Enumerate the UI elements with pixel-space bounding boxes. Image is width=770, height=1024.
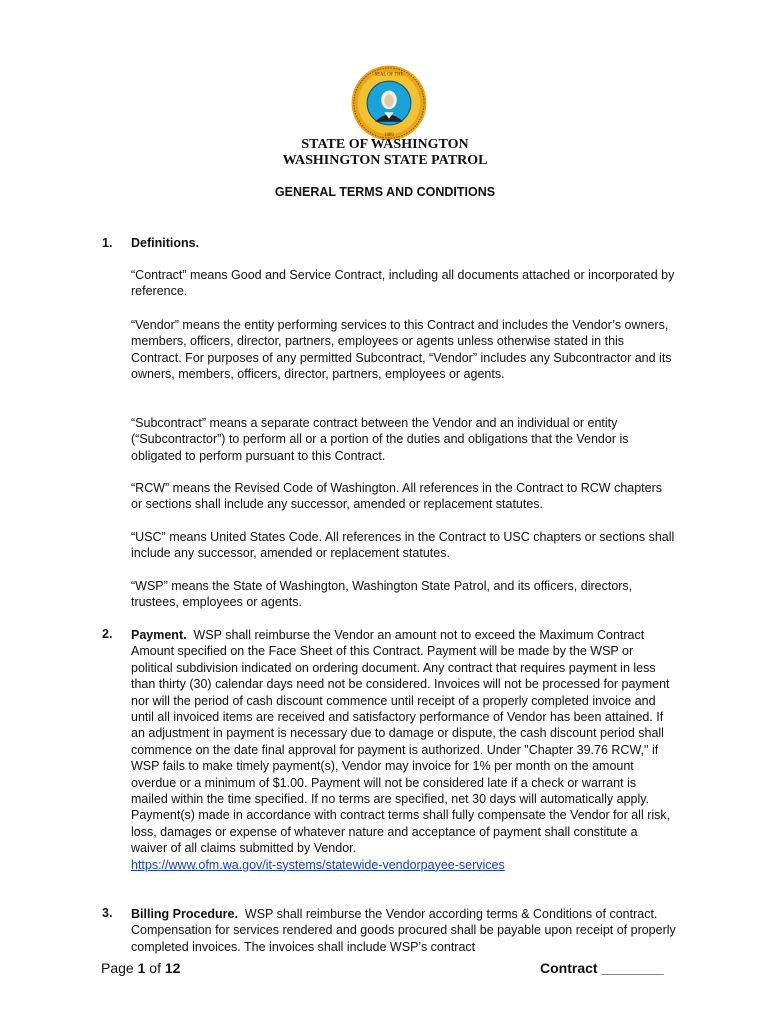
definition-usc: “USC” means United States Code. All references in the Contract to USC chapters or sections shall include any successor, amended or replacement statutes.	[131, 530, 675, 561]
section-number: 3.	[102, 906, 113, 920]
vendor-payee-link[interactable]: https://www.ofm.wa.gov/it-systems/statewide-vendorpayee-services	[131, 857, 505, 872]
payment-body: WSP shall reimburse the Vendor an amount not to exceed the Maximum Contract Amount specified on the Face Sheet of this Contract. Payment will be made by the WSP or political subdivision indicated on ordering document. Any contract that requires payment in less than thirty (30) calendar days need not be considered. Invoices will not be processed for payment nor will the period of cash discount commence until receipt of a properly completed invoice and until all invoiced items are received and satisfactory performance of Vendor has been attained. If an adjustment in payment is necessary due to damage or dispute, the cash discount period shall commence on the date final approval for payment is authorized. Under "Chapter 39.76 RCW," if WSP fails to make timely payment(s), Vendor may invoice for 1% per month on the amount overdue or a minimum of $1.00. Payment will not be considered late if a check or warrant is mailed within the time specified. If no terms are specified, net 30 days will automatically apply. Payment(s) made in accordance with contract terms shall fully compensate the Vendor for all risk, loss, damages or expense of whatever nature and acceptance of payment shall constitute a waiver of all claims submitted by Vendor.	[131, 628, 671, 856]
definition-wsp: “WSP” means the State of Washington, Washington State Patrol, and its officers, directors, trustees, employees or agents.	[131, 579, 633, 610]
state-heading: STATE OF WASHINGTON	[301, 137, 469, 152]
agency-heading: WASHINGTON STATE PATROL	[282, 153, 488, 168]
page-current: 1	[137, 960, 146, 976]
billing-paragraph	[131, 906, 676, 955]
page-of: of	[149, 960, 161, 976]
section-heading: Definitions.	[131, 236, 200, 250]
section-heading: Billing Procedure.	[131, 907, 238, 921]
svg-text:SEAL OF THE: SEAL OF THE	[374, 72, 404, 78]
section-number: 1.	[102, 236, 113, 250]
definition-rcw: “RCW” means the Revised Code of Washington. All references in the Contract to RCW chapters or sections shall include any successor, amended or replacement statutes.	[131, 481, 663, 512]
page-total: 12	[164, 960, 181, 976]
billing-body: WSP shall reimburse the Vendor according terms & Conditions of contract. Compensation for services rendered and goods procured shall be payable upon receipt of properly completed invoices. The invoices shall include WSP’s contract	[131, 907, 676, 954]
document-title: GENERAL TERMS AND CONDITIONS	[274, 185, 496, 199]
definition-contract: “Contract” means Good and Service Contract, including all documents attached or incorporated by reference.	[131, 268, 675, 299]
page-number	[101, 960, 180, 976]
payment-paragraph	[131, 627, 676, 873]
definition-subcontract: “Subcontract” means a separate contract between the Vendor and an individual or entity (“Subcontractor”) to perform all or a portion of the duties and obligations that the Vendor is obligated to perform pursuant to this Contract.	[131, 416, 629, 463]
contract-number-field: Contract ________	[540, 960, 664, 976]
section-heading: Payment.	[131, 628, 187, 642]
svg-text:1889: 1889	[384, 132, 394, 138]
state-seal-logo	[350, 64, 428, 142]
definition-vendor: “Vendor” means the entity performing services to this Contract and includes the Vendor’s owners, members, officers, director, partners, employees or agents unless otherwise stated in this Contract. For purposes of any permitted Subcontract, “Vendor” includes any Subcontractor and its owners, members, officers, director, partners, employees or agents.	[131, 318, 672, 382]
page-label: Page	[101, 960, 134, 976]
section-number: 2.	[102, 627, 113, 641]
